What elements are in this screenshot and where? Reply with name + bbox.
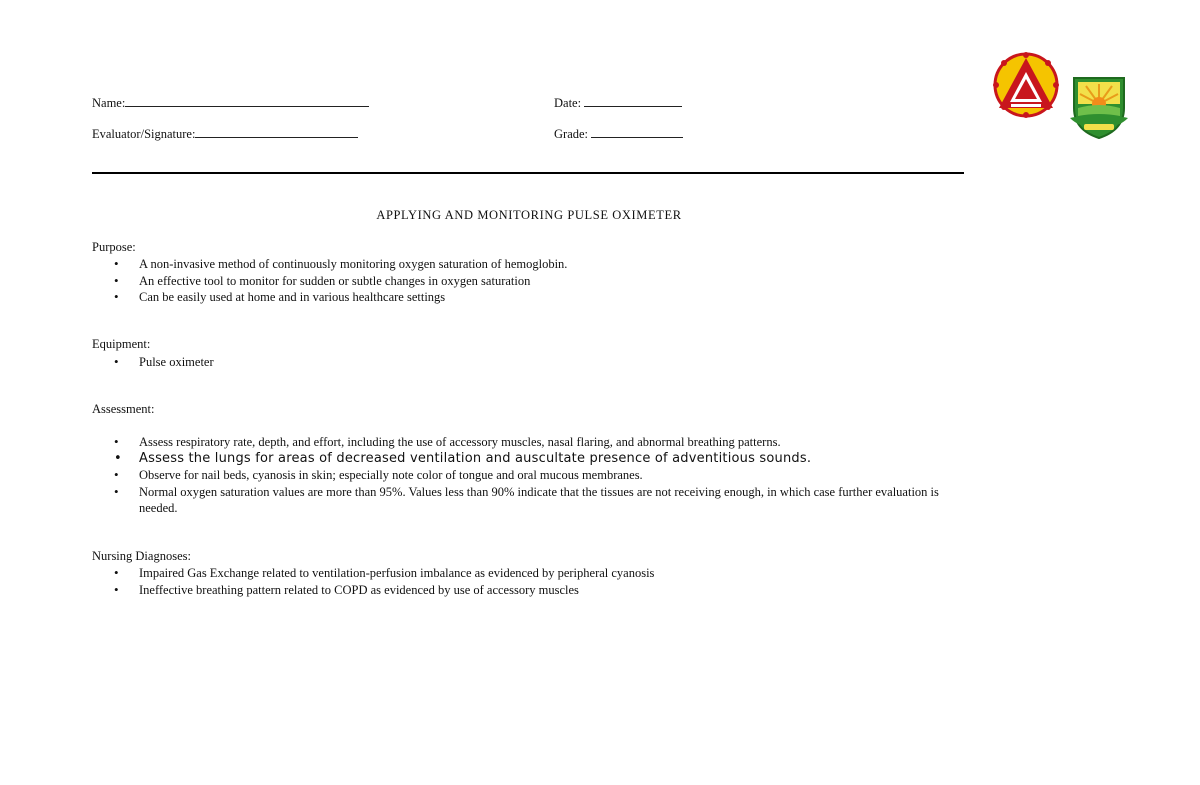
evaluator-label: Evaluator/Signature:: [92, 127, 196, 141]
date-label: Date:: [554, 96, 582, 110]
grade-label: Grade:: [554, 127, 589, 141]
list-item: • Assess respiratory rate, depth, and effort, including the use of accessory muscles, nasal flaring, and abnormal breathing patterns.: [92, 434, 942, 451]
name-field[interactable]: [92, 94, 369, 111]
equipment-list: [92, 354, 942, 371]
header-divider: [92, 172, 964, 174]
date-blank[interactable]: [584, 94, 682, 107]
list-item: • Impaired Gas Exchange related to ventilation-perfusion imbalance as evidenced by peripheral cyanosis: [92, 565, 942, 582]
purpose-list: [92, 256, 942, 306]
list-item: • Assess the lungs for areas of decreased ventilation and auscultate presence of adventitious sounds.: [92, 451, 942, 468]
assessment-list: [92, 434, 942, 517]
grade-blank[interactable]: [591, 125, 683, 138]
list-item: • Normal oxygen saturation values are more than 95%. Values less than 90% indicate that the tissues are not receiving enough, in which case further evaluation is needed.: [92, 484, 939, 517]
date-field[interactable]: [554, 94, 682, 111]
list-item: • Pulse oximeter: [92, 354, 942, 371]
list-item: • Can be easily used at home and in various healthcare settings: [92, 289, 942, 306]
nursing-diagnoses-heading: Nursing Diagnoses:: [92, 549, 191, 563]
list-item: • An effective tool to monitor for sudden or subtle changes in oxygen saturation: [92, 273, 942, 290]
evaluator-field[interactable]: [92, 125, 358, 142]
page-title: APPLYING AND MONITORING PULSE OXIMETER: [376, 208, 682, 222]
name-blank[interactable]: [125, 94, 369, 107]
evaluator-blank[interactable]: [195, 125, 358, 138]
green-shield-college-logo: [1068, 74, 1130, 140]
assessment-heading: Assessment:: [92, 402, 155, 416]
list-item: • Ineffective breathing pattern related to COPD as evidenced by use of accessory muscles: [92, 582, 942, 599]
equipment-heading: Equipment:: [92, 337, 151, 351]
red-triangle-seal-logo: [993, 52, 1059, 118]
list-item: • Observe for nail beds, cyanosis in skin; especially note color of tongue and oral mucous membranes.: [92, 467, 942, 484]
grade-field[interactable]: [554, 125, 683, 142]
list-item: • A non-invasive method of continuously monitoring oxygen saturation of hemoglobin.: [92, 256, 942, 273]
purpose-heading: Purpose:: [92, 240, 136, 254]
nursing-diagnoses-list: [92, 565, 942, 598]
name-label: Name:: [92, 96, 126, 110]
